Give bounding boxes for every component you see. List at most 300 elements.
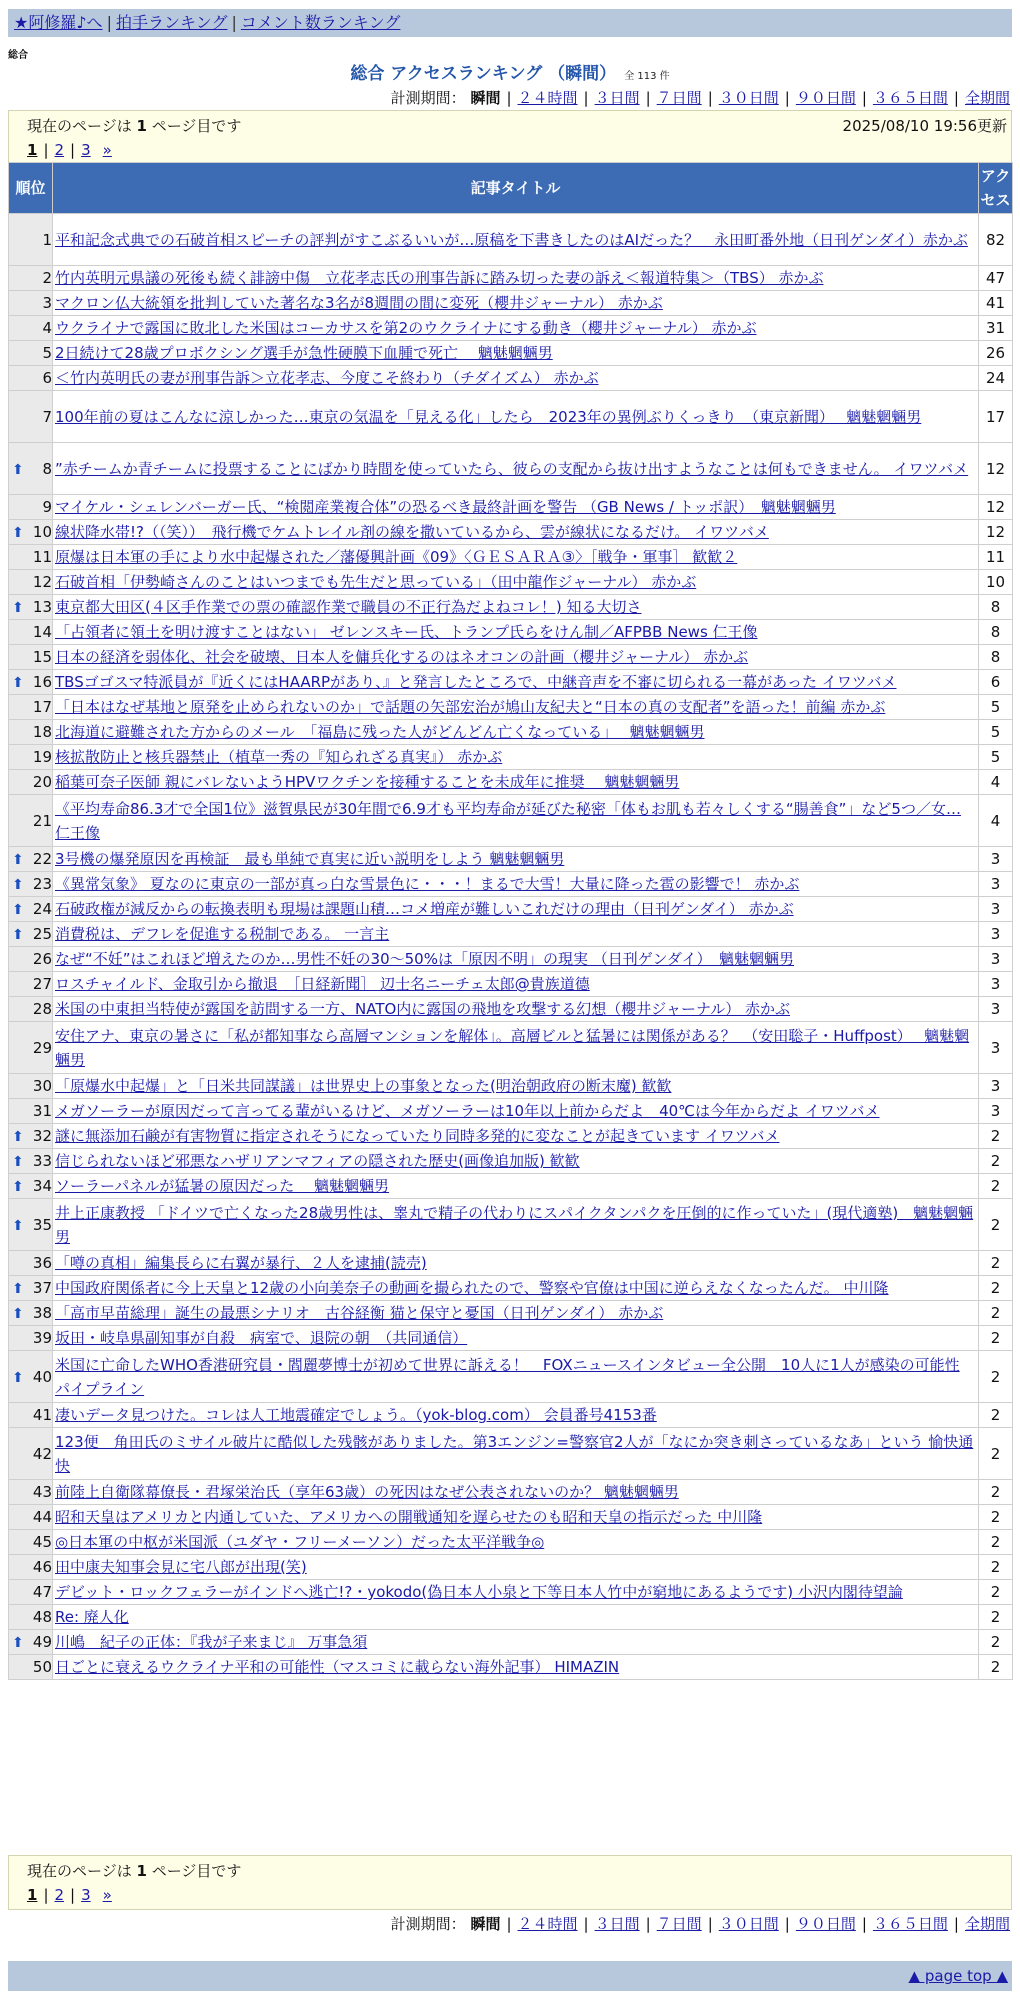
article-title-link[interactable]: 石破首相「伊勢崎さんのことはいつまでも先生だと思っている」（田中龍作ジャーナル） 赤かぶ: [55, 573, 697, 591]
rank-cell: [9, 1605, 53, 1630]
rank-up-arrow-icon: ⬆: [12, 877, 24, 893]
rank-number: 49: [32, 1633, 52, 1651]
article-title-link[interactable]: 北海道に避難された方からのメール 「福島に残った人がどんどん亡くなっている」 魑魅魍魎男: [55, 723, 705, 741]
article-title-link[interactable]: 核拡散防止と核兵器禁止（植草一秀の『知られざる真実』） 赤かぶ: [55, 748, 503, 766]
rank-number: 41: [32, 1406, 52, 1424]
table-row: [9, 1149, 1013, 1174]
access-count: 4: [979, 770, 1013, 795]
table-row: [9, 1124, 1013, 1149]
article-title-link[interactable]: 線状降水帯!?（（笑）） 飛行機でケムトレイル剤の線を撒いているから、雲が線状になるだけ。 イワツバメ: [55, 523, 769, 541]
access-count: 3: [979, 1099, 1013, 1124]
current-page-info: 現在のページは 1 ページ目です: [27, 1862, 242, 1880]
access-count: 47: [979, 266, 1013, 291]
top-navigation: [8, 9, 1012, 37]
rank-up-arrow-icon: ⬆: [12, 1179, 24, 1195]
article-title-link[interactable]: 平和記念式典での石破首相スピーチの評判がすこぶるいいが…原稿を下書きしたのはAIだった？ 永田町番外地（日刊ゲンダイ）赤かぶ: [55, 230, 968, 249]
rank-cell: [9, 1580, 53, 1605]
rank-cell: [9, 1174, 53, 1199]
access-count: 3: [979, 922, 1013, 947]
rank-cell: [9, 1351, 53, 1403]
breadcrumb: 総合: [8, 50, 28, 61]
period-365d-link[interactable]: ３６５日間: [872, 1915, 948, 1933]
table-row: [9, 1351, 1013, 1403]
rank-number: 15: [32, 648, 52, 666]
article-title-link[interactable]: マクロン仏大統領を批判していた著名な3名が8週間の間に変死（櫻井ジャーナル） 赤かぶ: [55, 294, 663, 312]
ranking-table: [8, 162, 1013, 1680]
access-count: 2: [979, 1655, 1013, 1680]
rank-number: 32: [32, 1127, 52, 1145]
article-title-link[interactable]: TBSゴゴスマ特派員が『近くにはHAARPがあり、』と発言したところで、中継音声を不審に切られる一幕があった イワツバメ: [55, 673, 897, 691]
rank-cell: [9, 570, 53, 595]
title-cell: [53, 1630, 979, 1655]
article-title-link[interactable]: ＜竹内英明氏の妻が刑事告訴＞立花孝志、今度こそ終わり（チダイズム） 赤かぶ: [55, 369, 599, 387]
rank-cell: [9, 795, 53, 847]
rank-cell: [9, 391, 53, 443]
rank-cell: [9, 1326, 53, 1351]
article-title-link[interactable]: 「高市早苗総理」誕生の最悪シナリオ 古谷経衡 猫と保守と憂国（日刊ゲンダイ） 赤かぶ: [55, 1304, 664, 1322]
rank-number: 20: [32, 773, 52, 791]
table-row: [9, 1580, 1013, 1605]
rank-number: 34: [32, 1177, 52, 1195]
article-title-link[interactable]: 信じられないほど邪悪なハザリアンマフィアの隠された歴史(画像追加版) 歓歓: [55, 1152, 580, 1170]
access-count: 82: [979, 214, 1013, 266]
table-row: [9, 595, 1013, 620]
article-title-link[interactable]: 日ごとに衰えるウクライナ平和の可能性（マスコミに載らない海外記事） HIMAZIN: [55, 1658, 620, 1676]
title-cell: [53, 770, 979, 795]
article-title-link[interactable]: 東京都大田区(４区手作業での票の確認作業で職員の不正行為だよねコレ！) 知る大切さ: [55, 598, 642, 616]
rank-number: 4: [42, 319, 52, 337]
access-count: 2: [979, 1630, 1013, 1655]
table-row: [9, 947, 1013, 972]
access-count: 41: [979, 291, 1013, 316]
next-page-link[interactable]: »: [102, 141, 112, 159]
rank-cell: [9, 366, 53, 391]
article-title-link[interactable]: 井上正康教授 「ドイツで亡くなった28歳男性は、睾丸で精子の代わりにスパイクタンパクを圧倒的に作っていた」(現代適塾) 魑魅魍魎男: [55, 1203, 974, 1246]
access-count: 2: [979, 1505, 1013, 1530]
access-count: 2: [979, 1530, 1013, 1555]
article-title-link[interactable]: 川嶋 紀子の正体：『我が子来まじ』 万事急須: [55, 1633, 368, 1651]
table-row: [9, 1403, 1013, 1428]
rank-up-arrow-icon: ⬆: [12, 675, 24, 691]
table-header-row: [9, 163, 1013, 214]
title-cell: [53, 1124, 979, 1149]
access-count: 2: [979, 1276, 1013, 1301]
rank-cell: [9, 1149, 53, 1174]
comment-ranking-link[interactable]: コメント数ランキング: [240, 13, 401, 32]
title-cell: [53, 1099, 979, 1124]
period-90d-link[interactable]: ９０日間: [795, 1915, 856, 1933]
table-row: [9, 897, 1013, 922]
rank-up-arrow-icon: ⬆: [12, 1306, 24, 1322]
rank-number: 29: [32, 1038, 52, 1057]
period-30d-link[interactable]: ３０日間: [718, 1915, 779, 1933]
rank-number: 43: [32, 1483, 52, 1501]
rank-cell: [9, 745, 53, 770]
table-row: [9, 214, 1013, 266]
rank-cell: [9, 316, 53, 341]
title-cell: [53, 443, 979, 495]
table-row: [9, 1199, 1013, 1251]
table-row: [9, 391, 1013, 443]
rank-cell: [9, 1022, 53, 1074]
page-current: 1: [27, 1886, 38, 1904]
rank-cell: [9, 1403, 53, 1428]
article-title-link[interactable]: 田中康夫知事会見に宅八郎が出現(笑): [55, 1558, 307, 1576]
article-title-link[interactable]: 米国に亡命したWHO香港研究員・閻麗夢博士が初めて世界に訴える！ FOXニュースインタビュー全公開 10人に1人が感染の可能性 パイプライン: [55, 1355, 960, 1398]
rank-number: 45: [32, 1533, 52, 1551]
period-30d-link[interactable]: ３０日間: [718, 89, 779, 107]
table-row: [9, 645, 1013, 670]
rank-up-arrow-icon: ⬆: [12, 1281, 24, 1297]
rank-number: 36: [32, 1254, 52, 1272]
rank-number: 17: [32, 698, 52, 716]
table-row: [9, 266, 1013, 291]
title-cell: [53, 595, 979, 620]
pager-bottom: [8, 1855, 1012, 1910]
rank-cell: [9, 341, 53, 366]
rank-number: 26: [32, 950, 52, 968]
access-count: 12: [979, 520, 1013, 545]
rank-number: 7: [42, 407, 52, 426]
table-row: [9, 1480, 1013, 1505]
rank-cell: [9, 997, 53, 1022]
rank-cell: [9, 1124, 53, 1149]
title-cell: [53, 520, 979, 545]
access-count: 2: [979, 1403, 1013, 1428]
rank-up-arrow-icon: ⬆: [12, 1369, 24, 1386]
rank-cell: [9, 1555, 53, 1580]
table-row: [9, 1022, 1013, 1074]
rank-number: 38: [32, 1304, 52, 1322]
period-365d-link[interactable]: ３６５日間: [872, 89, 948, 107]
page-3-link[interactable]: 3: [81, 1886, 91, 1904]
applause-ranking-link[interactable]: 拍手ランキング: [115, 13, 228, 32]
access-count: 31: [979, 316, 1013, 341]
table-row: [9, 1174, 1013, 1199]
title-cell: [53, 316, 979, 341]
article-title-link[interactable]: 3号機の爆発原因を再検証 最も単純で真実に近い説明をしよう 魑魅魍魎男: [55, 850, 565, 868]
article-title-link[interactable]: なぜ“不妊”はこれほど増えたのか…男性不妊の30～50%は「原因不明」の現実 （日刊ゲンダイ） 魑魅魍魎男: [55, 950, 795, 968]
rank-cell: [9, 972, 53, 997]
title-cell: [53, 1199, 979, 1251]
access-count: 2: [979, 1555, 1013, 1580]
table-row: [9, 341, 1013, 366]
title-cell: [53, 1480, 979, 1505]
article-title-link[interactable]: 100年前の夏はこんなに涼しかった…東京の気温を「見える化」したら 2023年の異例ぶりくっきり （東京新聞） 魑魅魍魎男: [55, 407, 922, 426]
access-count: 2: [979, 1174, 1013, 1199]
rank-number: 19: [32, 748, 52, 766]
rank-up-arrow-icon: ⬆: [12, 852, 24, 868]
page-title: [0, 63, 1020, 88]
title-cell: [53, 972, 979, 997]
access-count: 3: [979, 1022, 1013, 1074]
period-24h-link[interactable]: ２４時間: [517, 1915, 578, 1933]
rank-up-arrow-icon: ⬆: [12, 1154, 24, 1170]
article-title-link[interactable]: 123便 角田氏のミサイル破片に酷似した残骸がありました。第3エンジン=警察官2人が「なにか突き刺さっているなあ」という 愉快通快: [55, 1432, 974, 1475]
table-row: [9, 972, 1013, 997]
title-cell: [53, 291, 979, 316]
period-selector-top: 計測期間： 瞬間 | ２４時間 | ３日間 | ７日間 | ３０日間 | ９０日間 | ３６５日間 | 全期間: [390, 89, 1010, 107]
article-title-link[interactable]: 《平均寿命86.3才で全国1位》滋賀県民が30年間で6.9才も平均寿命が延びた秘密「体もお肌も若々しくする“腸善食”」など5つ／女… 仁王像: [55, 799, 961, 842]
access-count: 12: [979, 495, 1013, 520]
updated-timestamp: 2025/08/10 19:56更新: [842, 117, 1007, 135]
title-cell: [53, 847, 979, 872]
access-count: 4: [979, 795, 1013, 847]
title-cell: [53, 341, 979, 366]
title-cell: [53, 1605, 979, 1630]
title-cell: [53, 1555, 979, 1580]
rank-up-arrow-icon: ⬆: [12, 902, 24, 918]
table-row: [9, 1251, 1013, 1276]
page-3-link[interactable]: 3: [81, 141, 91, 159]
rank-cell: [9, 645, 53, 670]
article-title-link[interactable]: 《異常気象》 夏なのに東京の一部が真っ白な雪景色に・・・！まるで大雪！大量に降った雹の影響で！ 赤かぶ: [55, 875, 800, 893]
article-title-link[interactable]: 消費税は、デフレを促進する税制である。 一言主: [55, 925, 390, 943]
article-title-link[interactable]: 2日続けて28歳プロボクシング選手が急性硬膜下血腫で死亡 魑魅魍魎男: [55, 344, 553, 362]
title-cell: [53, 1403, 979, 1428]
rank-number: 9: [42, 498, 52, 516]
period-7d-link[interactable]: ７日間: [656, 1915, 702, 1933]
title-cell: [53, 1530, 979, 1555]
title-cell: [53, 620, 979, 645]
rank-number: 37: [32, 1279, 52, 1297]
access-count: 24: [979, 366, 1013, 391]
period-3d-link[interactable]: ３日間: [594, 89, 640, 107]
article-title-link[interactable]: 原爆は日本軍の手により水中起爆された／藩優興計画《09》〈ＧＥＳＡＲＡ③〉［戦争・軍事］ 歓歓２: [55, 548, 738, 566]
title-cell: [53, 1022, 979, 1074]
table-row: [9, 545, 1013, 570]
article-title-link[interactable]: ”赤チームか青チームに投票することにばかり時間を使っていたら、彼らの支配から抜け出すようなことは何もできません。 イワツバメ: [55, 459, 969, 478]
rank-cell: [9, 595, 53, 620]
table-row: [9, 520, 1013, 545]
access-count: 3: [979, 947, 1013, 972]
table-row: [9, 620, 1013, 645]
article-title-link[interactable]: Re: 廃人化: [55, 1608, 129, 1626]
rank-cell: [9, 1099, 53, 1124]
access-count: 2: [979, 1199, 1013, 1251]
article-title-link[interactable]: ウクライナで露国に敗北した米国はコーカサスを第2のウクライナにする動き（櫻井ジャーナル） 赤かぶ: [55, 319, 757, 337]
title-cell: [53, 997, 979, 1022]
article-title-link[interactable]: 安住アナ、東京の暑さに「私が都知事なら高層マンションを解体」。高層ビルと猛暑には関係がある？ （安田聡子・Huffpost） 魑魅魍魎男: [55, 1026, 970, 1069]
title-cell: [53, 1351, 979, 1403]
rank-number: 3: [42, 294, 52, 312]
period-90d-link[interactable]: ９０日間: [795, 89, 856, 107]
title-cell: [53, 795, 979, 847]
table-row: [9, 720, 1013, 745]
rank-number: 21: [32, 811, 52, 830]
footer-bar: [8, 1961, 1012, 1991]
article-title-link[interactable]: 竹内英明元県議の死後も続く誹謗中傷 立花孝志氏の刑事告訴に踏み切った妻の訴え＜報道特集＞（TBS） 赤かぶ: [55, 269, 824, 287]
article-title-link[interactable]: マイケル・シェレンバーガー氏、“検閲産業複合体”の恐るべき最終計画を警告 （GB News / トッポ訳） 魑魅魍魎男: [55, 498, 836, 516]
access-count: 2: [979, 1580, 1013, 1605]
page-top-link[interactable]: ▲ page top ▲: [908, 1967, 1008, 1985]
article-title-link[interactable]: デビット・ロックフェラーがインドへ逃亡!?・yokodo(偽日本人小泉と下等日本人竹中が窮地にあるようです) 小沢内閣待望論: [55, 1583, 903, 1601]
page-links: 1 | 2 | 3 »: [27, 141, 112, 159]
rank-cell: [9, 1530, 53, 1555]
period-selector-bottom: 計測期間： 瞬間 | ２４時間 | ３日間 | ７日間 | ３０日間 | ９０日間 | ３６５日間 | 全期間: [390, 1915, 1010, 1933]
article-title-link[interactable]: 坂田・岐阜県副知事が自殺 病室で、退院の朝 （共同通信）: [55, 1329, 468, 1347]
article-title-link[interactable]: 前陸上自衛隊幕僚長・君塚栄治氏（享年63歳）の死因はなぜ公表されないのか？ 魑魅魍魎男: [55, 1483, 679, 1501]
access-count: 3: [979, 872, 1013, 897]
period-7d-link[interactable]: ７日間: [656, 89, 702, 107]
rank-number: 6: [42, 369, 52, 387]
rank-number: 24: [32, 900, 52, 918]
article-title-link[interactable]: ソーラーパネルが猛暑の原因だった 魑魅魍魎男: [55, 1177, 390, 1195]
article-title-link[interactable]: 米国の中東担当特使が露国を訪問する一方、NATO内に露国の飛地を攻撃する幻想（櫻井ジャーナル） 赤かぶ: [55, 1000, 791, 1018]
period-3d-link[interactable]: ３日間: [594, 1915, 640, 1933]
rank-header: 順位: [9, 163, 53, 214]
rank-cell: [9, 1505, 53, 1530]
article-title-link[interactable]: 昭和天皇はアメリカと内通していた、アメリカへの開戦通知を遅らせたのも昭和天皇の指示だった 中川隆: [55, 1508, 763, 1526]
access-count: 5: [979, 745, 1013, 770]
access-count: 3: [979, 1074, 1013, 1099]
rank-number: 47: [32, 1583, 52, 1601]
rank-number: 27: [32, 975, 52, 993]
rank-number: 50: [32, 1658, 52, 1676]
article-title-link[interactable]: 日本の経済を弱体化、社会を破壊、日本人を傭兵化するのはネオコンの計画（櫻井ジャーナル） 赤かぶ: [55, 648, 749, 666]
title-cell: [53, 1276, 979, 1301]
rank-cell: [9, 847, 53, 872]
table-row: [9, 847, 1013, 872]
table-row: [9, 291, 1013, 316]
access-header: アクセス: [979, 163, 1013, 214]
rank-cell: [9, 520, 53, 545]
rank-number: 10: [32, 523, 52, 541]
rank-up-arrow-icon: ⬆: [12, 1129, 24, 1145]
rank-cell: [9, 1480, 53, 1505]
page-title-text: 総合 アクセスランキング （瞬間）: [350, 64, 617, 84]
article-title-link[interactable]: ◎日本軍の中枢が米国派（ユダヤ・フリーメーソン）だった太平洋戦争◎: [55, 1533, 545, 1551]
table-row: [9, 443, 1013, 495]
table-row: [9, 1301, 1013, 1326]
title-cell: [53, 545, 979, 570]
table-row: [9, 1630, 1013, 1655]
table-row: [9, 770, 1013, 795]
rank-cell: [9, 947, 53, 972]
rank-number: 44: [32, 1508, 52, 1526]
access-count: 2: [979, 1605, 1013, 1630]
table-row: [9, 570, 1013, 595]
access-count: 11: [979, 545, 1013, 570]
title-cell: [53, 570, 979, 595]
article-title-link[interactable]: ロスチャイルド、金取引から撤退 ［日経新聞］ 辺士名ニーチェ太郎@貴族道德: [55, 975, 590, 993]
rank-up-arrow-icon: ⬆: [12, 1635, 24, 1651]
nav-separator: |: [106, 13, 112, 32]
title-cell: [53, 1149, 979, 1174]
title-cell: [53, 745, 979, 770]
article-title-link[interactable]: 中国政府関係者に今上天皇と12歳の小向美奈子の動画を撮られたので、警察や官僚は中国に逆らえなくなったんだ。 中川隆: [55, 1279, 889, 1297]
title-cell: [53, 695, 979, 720]
rank-cell: [9, 695, 53, 720]
article-title-link[interactable]: 「日本はなぜ基地と原発を止められないのか」で話題の矢部宏治が鳩山友紀夫と“日本の真の支配者”を語った！前編 赤かぶ: [55, 698, 886, 716]
article-title-link[interactable]: 凄いデータ見つけた。コレは人工地震確定でしょう。（yok-blog.com） 会員番号4153番: [55, 1406, 657, 1424]
rank-cell: [9, 1276, 53, 1301]
access-count: 12: [979, 443, 1013, 495]
asyura-home-link[interactable]: ★阿修羅♪へ: [14, 13, 103, 32]
rank-cell: [9, 443, 53, 495]
period-label: 計測期間：: [390, 1915, 466, 1933]
rank-cell: [9, 1199, 53, 1251]
table-row: [9, 366, 1013, 391]
period-24h-link[interactable]: ２４時間: [517, 89, 578, 107]
rank-number: 35: [32, 1215, 52, 1234]
page-2-link[interactable]: 2: [54, 141, 65, 159]
rank-number: 18: [32, 723, 52, 741]
rank-cell: [9, 1074, 53, 1099]
title-cell: [53, 266, 979, 291]
rank-number: 48: [32, 1608, 52, 1626]
access-count: 26: [979, 341, 1013, 366]
table-row: [9, 1530, 1013, 1555]
article-title-link[interactable]: メガソーラーが原因だって言ってる輩がいるけど、メガソーラーは10年以上前からだよ 40℃は今年からだよ イワツバメ: [55, 1102, 880, 1120]
current-page-info: 現在のページは 1 ページ目です: [27, 117, 242, 135]
article-title-link[interactable]: 「噂の真相」編集長らに右翼が暴行、２人を逮捕(読売): [55, 1254, 427, 1272]
rank-number: 11: [32, 548, 52, 566]
title-cell: [53, 1505, 979, 1530]
access-count: 5: [979, 720, 1013, 745]
article-title-link[interactable]: 「占領者に領土を明け渡すことはない」 ゼレンスキー氏、トランプ氏らをけん制／AFPBB News 仁王像: [55, 623, 758, 641]
article-title-link[interactable]: 石破政権が減反からの転換表明も現場は課題山積…コメ増産が難しいこれだけの理由（日刊ゲンダイ） 赤かぶ: [55, 900, 794, 918]
title-cell: [53, 1301, 979, 1326]
page-2-link[interactable]: 2: [54, 1886, 65, 1904]
rank-number: 12: [32, 573, 52, 591]
nav-separator: |: [231, 13, 237, 32]
table-row: [9, 1655, 1013, 1680]
rank-cell: [9, 291, 53, 316]
title-cell: [53, 872, 979, 897]
access-count: 8: [979, 620, 1013, 645]
period-all-link[interactable]: 全期間: [964, 89, 1010, 107]
rank-up-arrow-icon: ⬆: [12, 600, 24, 616]
table-row: [9, 1074, 1013, 1099]
next-page-link[interactable]: »: [102, 1886, 112, 1904]
title-cell: [53, 495, 979, 520]
table-row: [9, 1326, 1013, 1351]
title-cell: [53, 1174, 979, 1199]
title-cell: [53, 897, 979, 922]
table-row: [9, 670, 1013, 695]
access-count: 3: [979, 847, 1013, 872]
article-title-link[interactable]: 「原爆水中起爆」と「日米共同謀議」は世界史上の事象となった(明治朝政府の断末魔) 歓歓: [55, 1077, 672, 1095]
access-count: 2: [979, 1428, 1013, 1480]
period-current: 瞬間: [470, 89, 501, 107]
rank-cell: [9, 1251, 53, 1276]
title-cell: [53, 214, 979, 266]
table-row: [9, 997, 1013, 1022]
title-cell: [53, 366, 979, 391]
rank-number: 42: [32, 1444, 52, 1463]
period-all-link[interactable]: 全期間: [964, 1915, 1010, 1933]
page-current: 1: [27, 141, 38, 159]
access-count: 8: [979, 645, 1013, 670]
access-count: 2: [979, 1149, 1013, 1174]
table-row: [9, 745, 1013, 770]
access-count: 2: [979, 1480, 1013, 1505]
access-count: 6: [979, 670, 1013, 695]
article-title-link[interactable]: 謎に無添加石鹸が有害物質に指定されそうになっていたり同時多発的に変なことが起きています イワツバメ: [55, 1127, 780, 1145]
title-cell: [53, 1580, 979, 1605]
rank-cell: [9, 1301, 53, 1326]
article-title-link[interactable]: 稲葉可奈子医師 親にバレないようHPVワクチンを接種することを未成年に推奨 魑魅魍魎男: [55, 773, 680, 791]
title-cell: [53, 645, 979, 670]
rank-cell: [9, 266, 53, 291]
period-current: 瞬間: [470, 1915, 501, 1933]
table-row: [9, 495, 1013, 520]
pager-top: [8, 110, 1012, 165]
rank-number: 16: [32, 673, 52, 691]
title-cell: [53, 670, 979, 695]
title-cell: [53, 922, 979, 947]
